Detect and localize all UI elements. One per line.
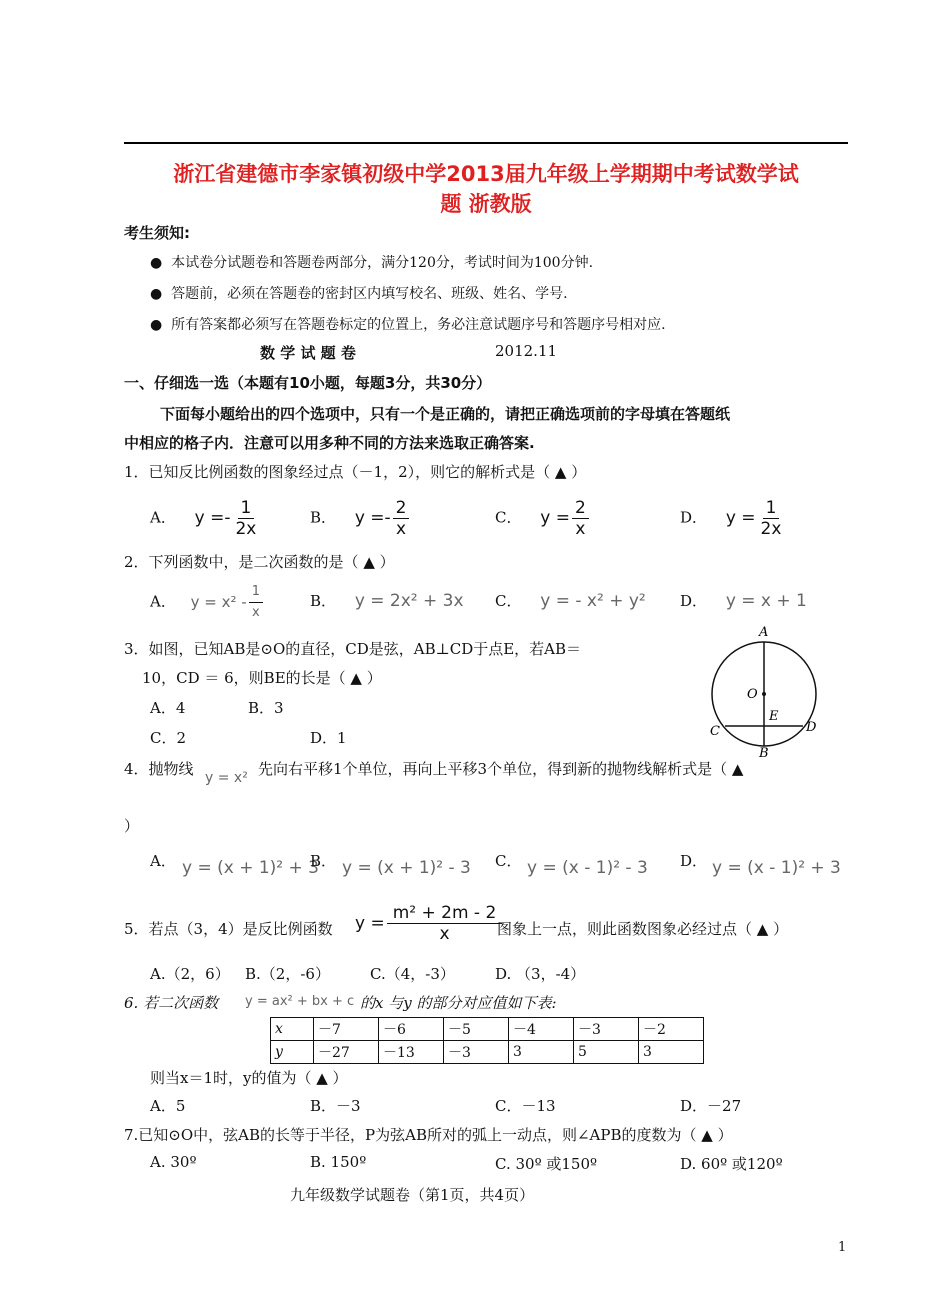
paper-name: 数 学 试 题 卷 <box>260 344 356 362</box>
q1-stem: 1．已知反比例函数的图象经过点（－1，2），则它的解析式是（ ▲ ） <box>124 463 587 481</box>
q4-option-c-expr: y = (x - 1)² - 3 <box>527 858 648 878</box>
q4-stem-close: ） <box>124 817 140 835</box>
bullet-icon: ● <box>150 255 163 271</box>
q1-option-d: D． y = $\frac{1}{2x}$ <box>680 498 782 539</box>
notice-item: ● 所有答案都必须写在答题卷标定的位置上，务必注意试题序号和答题序号相对应. <box>150 317 666 333</box>
notice-item: ● 本试卷分试题卷和答题卷两部分，满分120分，考试时间为100分钟. <box>150 255 594 271</box>
label-e: E <box>769 709 779 724</box>
page-title-line2: 题 浙教版 <box>440 192 532 216</box>
q7-option-c: C. 30º 或150º <box>495 1155 598 1173</box>
section-intro-2: 中相应的格子内．注意可以用多种不同的方法来选取正确答案. <box>124 434 535 452</box>
q4-stem-cont: 先向右平移1个单位，再向上平移3个单位，得到新的抛物线解析式是（ ▲ <box>258 760 744 778</box>
q2-option-c: C． y = - x² + y² <box>495 591 646 611</box>
q5-formula: y = $\frac{\text{m² + 2m - 2}}{x}$ <box>355 903 504 944</box>
q2-option-a: A． y = x² - $\frac{1}{x}$ <box>150 582 265 623</box>
table-cell: －3 <box>444 1041 509 1064</box>
section-heading: 一、仔细选一选（本题有10小题，每题3分，共30分） <box>124 374 492 392</box>
q7-stem: 7.已知⊙O中，弦AB的长等于半径，P为弦AB所对的弧上一动点，则∠APB的度数为（ ▲ ） <box>124 1126 733 1144</box>
header-rule <box>124 142 848 144</box>
q3-option-a: A．4 <box>150 699 186 717</box>
q2-option-b: B． y = 2x² + 3x <box>310 591 464 611</box>
q6-option-d: D．－27 <box>680 1097 742 1115</box>
q4-option-d: D． <box>680 852 708 870</box>
q1-option-c: C． y = $\frac{2}{x}$ <box>495 498 591 539</box>
q3-stem: 3．如图，已知AB是⊙O的直径，CD是弦，AB⊥CD于点E，若AB＝ <box>124 640 582 658</box>
q5-option-c: C.（4，-3） <box>370 965 455 983</box>
q4-stem: 4．抛物线 <box>124 760 194 778</box>
table-header-x: x <box>271 1018 314 1041</box>
q6-stem: 6. 若二次函数 <box>124 994 219 1012</box>
table-cell: －13 <box>379 1041 444 1064</box>
table-row <box>271 1041 704 1064</box>
page-number: 1 <box>838 1240 847 1255</box>
q1-option-a: A． y =- $\frac{1}{2x}$ <box>150 498 257 539</box>
notice-heading: 考生须知: <box>124 224 190 242</box>
center-point <box>762 692 766 696</box>
table-header-y: y <box>271 1041 314 1064</box>
label-a: A <box>759 625 769 640</box>
q4-option-a: A． <box>150 852 176 870</box>
table-cell: 3 <box>639 1041 704 1064</box>
q5-option-b: B.（2，-6） <box>245 965 330 983</box>
table-cell: －27 <box>314 1041 379 1064</box>
q4-option-b: B． <box>310 852 337 870</box>
q4-option-a-expr: y = (x + 1)² + 3 <box>182 858 319 878</box>
q7-option-b: B. 150º <box>310 1153 367 1171</box>
q5-option-a: A.（2，6） <box>150 965 230 983</box>
table-cell: －2 <box>639 1018 704 1041</box>
q5-option-d: D. （3，-4） <box>495 965 586 983</box>
q3-option-d: D．1 <box>310 729 347 747</box>
q3-stem-2: 10，CD ＝ 6，则BE的长是（ ▲ ） <box>142 669 382 687</box>
q7-option-d: D. 60º 或120º <box>680 1155 783 1173</box>
table-cell: 3 <box>509 1041 574 1064</box>
q5-stem-cont: 图象上一点，则此函数图象必经过点（ ▲ ） <box>497 920 789 938</box>
bullet-icon: ● <box>150 286 163 302</box>
q4-expression: y = x² <box>205 770 248 786</box>
q2-stem: 2．下列函数中，是二次函数的是（ ▲ ） <box>124 553 395 571</box>
circle-figure <box>700 622 830 762</box>
page-title: 浙江省建德市李家镇初级中学2013届九年级上学期期中考试数学试 <box>173 162 799 186</box>
q1-option-b: B． y =- $\frac{2}{x}$ <box>310 498 411 539</box>
label-b: B <box>759 746 769 761</box>
table-row <box>271 1018 704 1041</box>
table-cell: －5 <box>444 1018 509 1041</box>
q7-option-a: A. 30º <box>150 1153 197 1171</box>
q6-option-c: C．－13 <box>495 1097 556 1115</box>
label-d: D <box>806 720 817 735</box>
label-o: O <box>747 687 758 702</box>
q6-expression: y = ax² + bx + c <box>245 994 355 1009</box>
label-c: C <box>710 724 720 739</box>
paper-date: 2012.11 <box>495 342 558 360</box>
q4-option-c: C． <box>495 852 522 870</box>
q6-stem-cont: 的x 与y 的部分对应值如下表: <box>360 994 557 1012</box>
q6-option-a: A．5 <box>150 1097 186 1115</box>
q4-option-d-expr: y = (x - 1)² + 3 <box>712 858 841 878</box>
table-cell: －4 <box>509 1018 574 1041</box>
page-footer-caption: 九年级数学试题卷（第1页，共4页） <box>290 1186 535 1204</box>
q6-option-b: B．－3 <box>310 1097 361 1115</box>
q4-option-b-expr: y = (x + 1)² - 3 <box>342 858 471 878</box>
q5-stem: 5．若点（3，4）是反比例函数 <box>124 920 333 938</box>
notice-item: ● 答题前，必须在答题卷的密封区内填写校名、班级、姓名、学号. <box>150 286 568 302</box>
q6-question: 则当x＝1时，y的值为（ ▲ ） <box>150 1069 348 1087</box>
q3-option-c: C．2 <box>150 729 187 747</box>
value-table <box>270 1017 704 1064</box>
bullet-icon: ● <box>150 317 163 333</box>
q2-option-d: D． y = x + 1 <box>680 591 807 611</box>
table-cell: －6 <box>379 1018 444 1041</box>
table-cell: －3 <box>574 1018 639 1041</box>
table-cell: 5 <box>574 1041 639 1064</box>
q3-option-b: B．3 <box>248 699 284 717</box>
section-intro: 下面每小题给出的四个选项中，只有一个是正确的，请把正确选项前的字母填在答题纸 <box>160 405 731 423</box>
table-cell: －7 <box>314 1018 379 1041</box>
